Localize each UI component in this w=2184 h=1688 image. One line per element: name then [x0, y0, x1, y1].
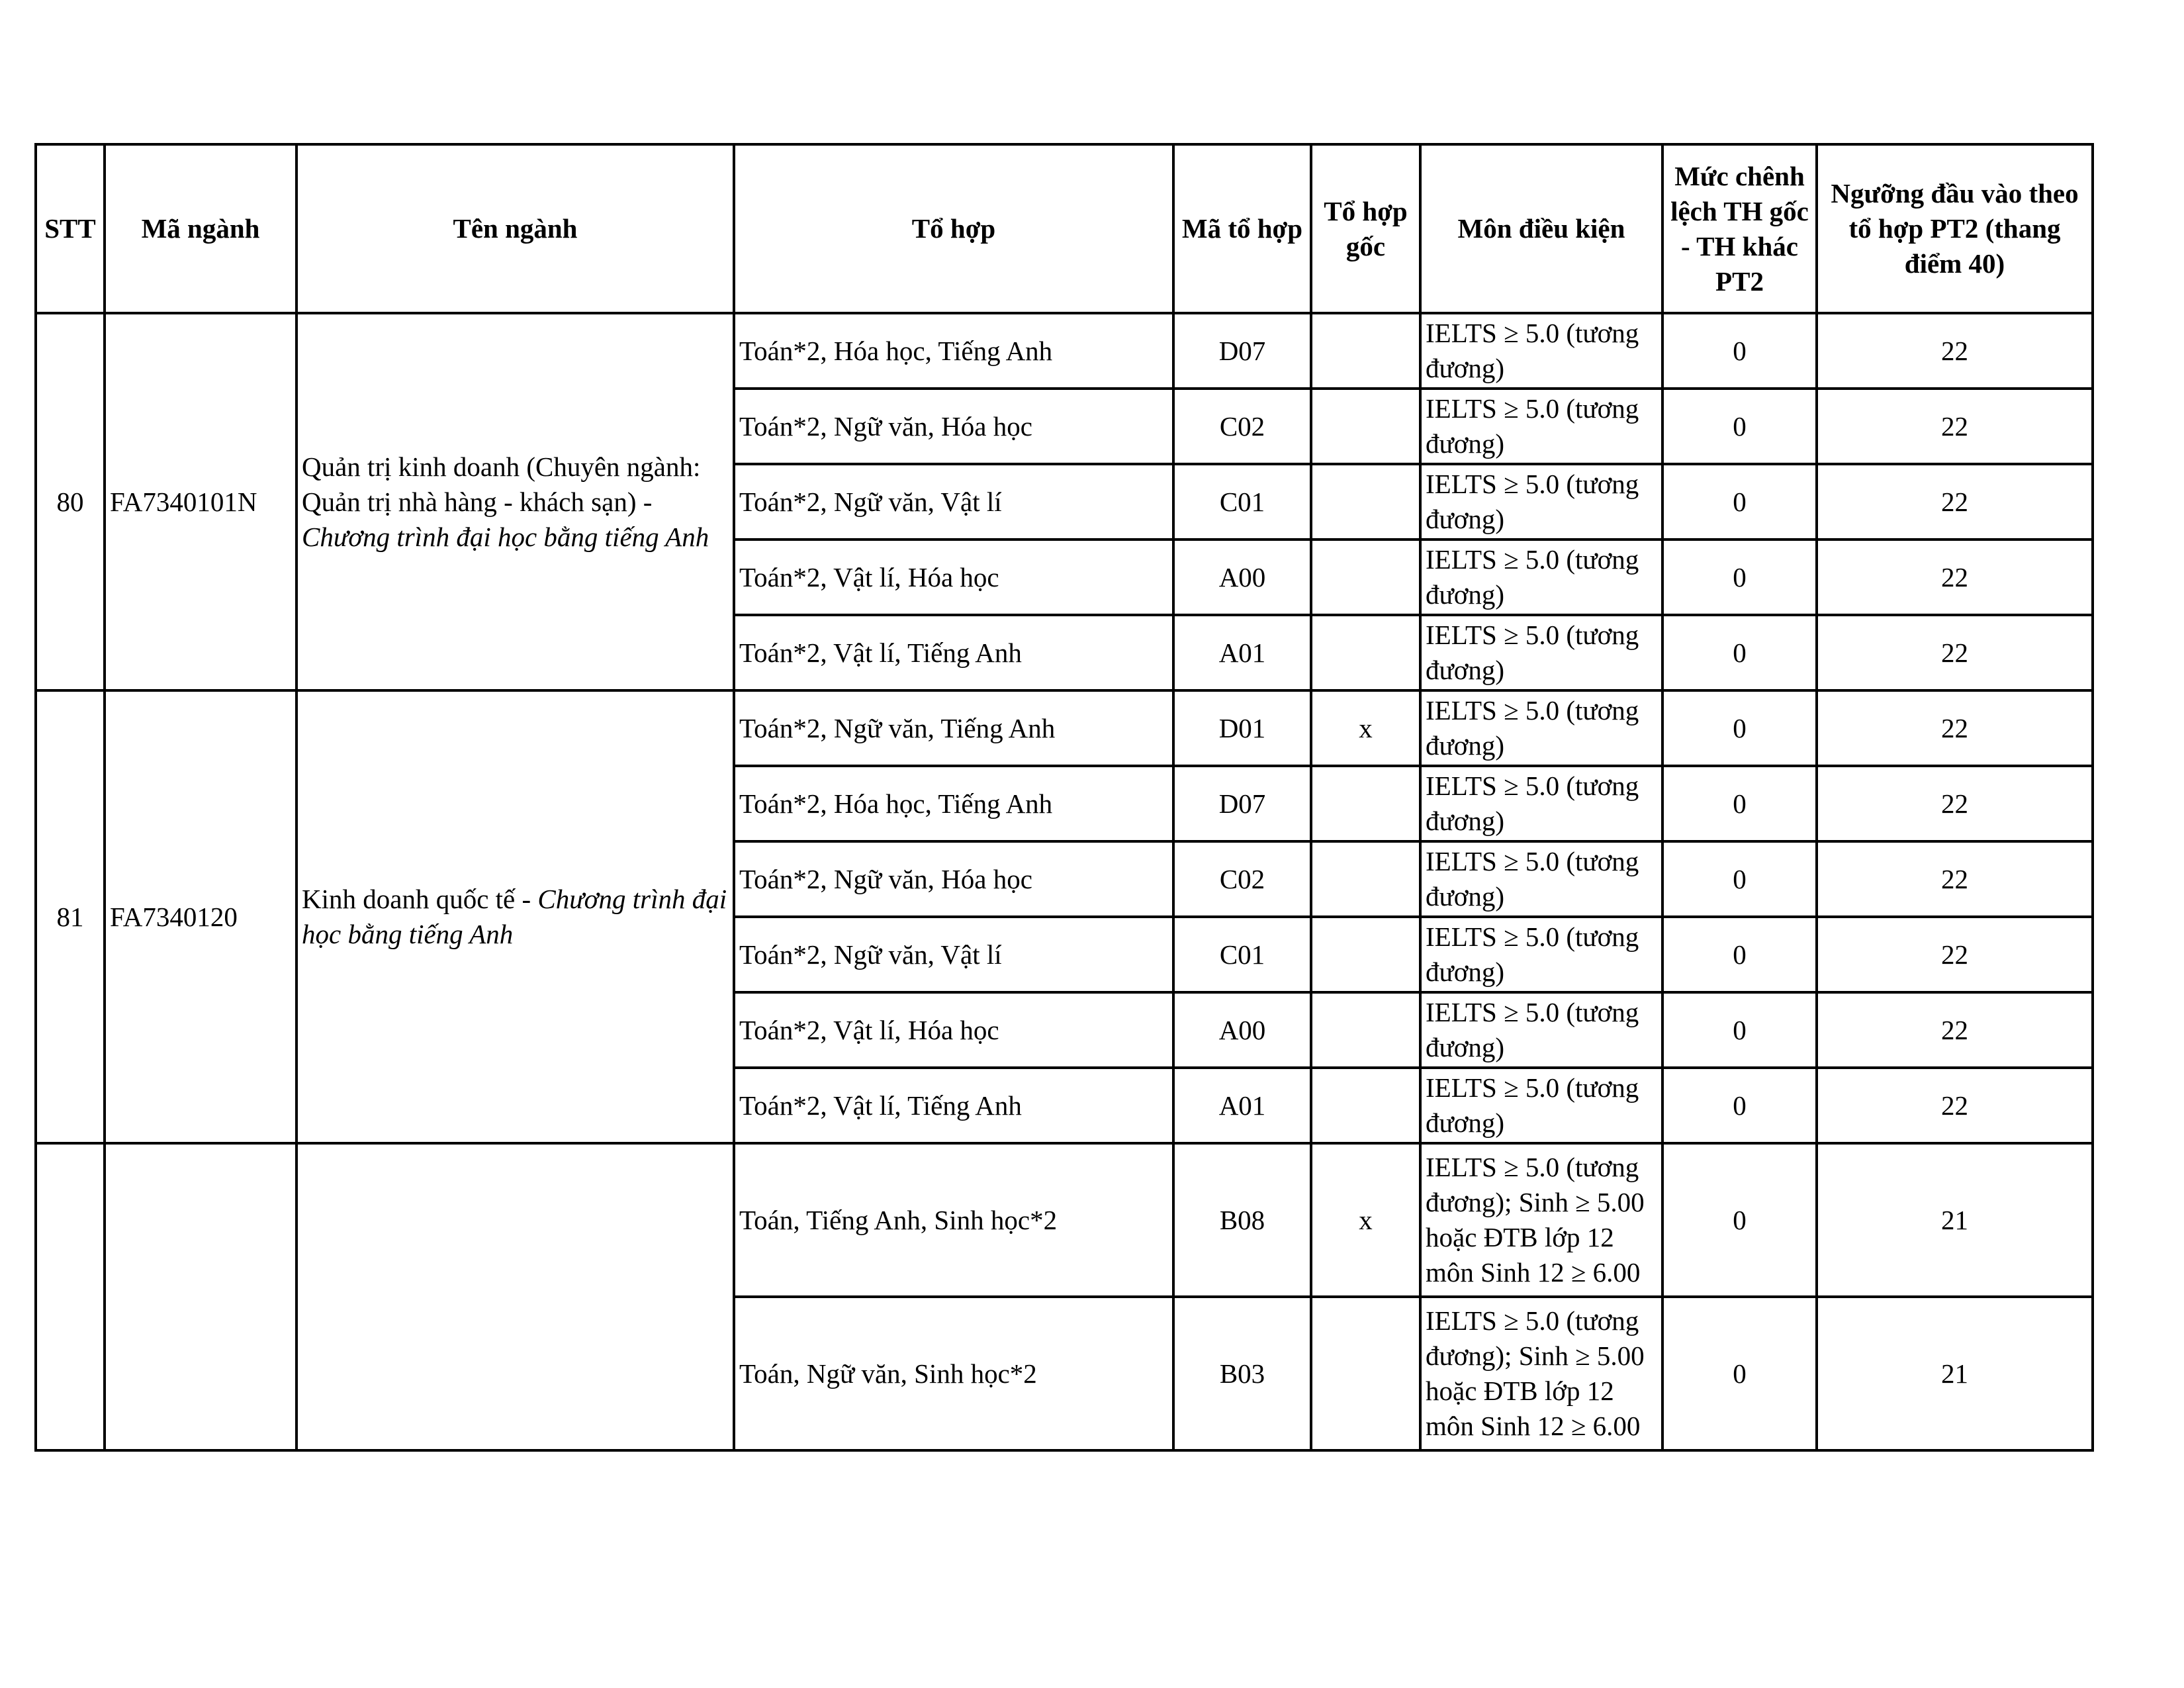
- cell-stt: 81: [36, 690, 105, 1143]
- cell-nguong: 22: [1817, 389, 2093, 464]
- cell-ma-to-hop: A01: [1173, 615, 1311, 690]
- cell-muc-chenh-lech: 0: [1662, 1297, 1817, 1450]
- header-ma-to-hop: Mã tổ hợp: [1173, 144, 1311, 313]
- header-to-hop-goc: Tổ hợp gốc: [1311, 144, 1420, 313]
- cell-nguong: 22: [1817, 539, 2093, 615]
- cell-ma-nganh: FA7340120: [105, 690, 296, 1143]
- cell-to-hop: Toán*2, Ngữ văn, Tiếng Anh: [734, 690, 1173, 766]
- table-row: [36, 313, 2093, 389]
- cell-to-hop: Toán*2, Hóa học, Tiếng Anh: [734, 313, 1173, 389]
- cell-to-hop-goc: [1311, 841, 1420, 917]
- cell-nguong: 22: [1817, 464, 2093, 539]
- cell-ten-nganh: [296, 313, 734, 690]
- cell-nguong: 21: [1817, 1297, 2093, 1450]
- cell-mon-dieu-kien: IELTS ≥ 5.0 (tương đương): [1420, 917, 1662, 992]
- cell-ma-to-hop: A00: [1173, 539, 1311, 615]
- cell-muc-chenh-lech: 0: [1662, 1068, 1817, 1143]
- cell-ma-to-hop: C02: [1173, 389, 1311, 464]
- header-mon-dieu-kien: Môn điều kiện: [1420, 144, 1662, 313]
- program-name-italic: Chương trình đại học bằng tiếng Anh: [302, 884, 727, 949]
- cell-nguong: 22: [1817, 766, 2093, 841]
- cell-mon-dieu-kien: IELTS ≥ 5.0 (tương đương): [1420, 313, 1662, 389]
- cell-muc-chenh-lech: 0: [1662, 766, 1817, 841]
- cell-ma-to-hop: C01: [1173, 917, 1311, 992]
- cell-mon-dieu-kien: IELTS ≥ 5.0 (tương đương); Sinh ≥ 5.00 hoặc ĐTB lớp 12 môn Sinh 12 ≥ 6.00: [1420, 1297, 1662, 1450]
- cell-to-hop-goc: [1311, 1297, 1420, 1450]
- header-to-hop: Tổ hợp: [734, 144, 1173, 313]
- cell-muc-chenh-lech: 0: [1662, 464, 1817, 539]
- cell-to-hop-goc: [1311, 1068, 1420, 1143]
- header-ten-nganh: Tên ngành: [296, 144, 734, 313]
- header-row: [36, 144, 2093, 313]
- cell-nguong: 22: [1817, 313, 2093, 389]
- cell-to-hop: Toán*2, Ngữ văn, Vật lí: [734, 464, 1173, 539]
- cell-muc-chenh-lech: 0: [1662, 389, 1817, 464]
- cell-to-hop: Toán, Tiếng Anh, Sinh học*2: [734, 1143, 1173, 1297]
- cell-to-hop-goc: [1311, 766, 1420, 841]
- admission-table: [34, 143, 2094, 1452]
- cell-ma-nganh: [105, 1143, 296, 1450]
- cell-ma-to-hop: D01: [1173, 690, 1311, 766]
- cell-to-hop: Toán*2, Ngữ văn, Vật lí: [734, 917, 1173, 992]
- cell-ma-to-hop: A00: [1173, 992, 1311, 1068]
- cell-ten-nganh: [296, 1143, 734, 1450]
- cell-to-hop-goc: [1311, 389, 1420, 464]
- cell-stt: 80: [36, 313, 105, 690]
- cell-to-hop-goc: x: [1311, 690, 1420, 766]
- cell-mon-dieu-kien: IELTS ≥ 5.0 (tương đương): [1420, 539, 1662, 615]
- cell-to-hop: Toán*2, Vật lí, Tiếng Anh: [734, 615, 1173, 690]
- cell-ma-to-hop: C01: [1173, 464, 1311, 539]
- cell-nguong: 22: [1817, 917, 2093, 992]
- program-name-italic: Chương trình đại học bằng tiếng Anh: [302, 521, 709, 552]
- cell-nguong: 21: [1817, 1143, 2093, 1297]
- cell-to-hop-goc: [1311, 539, 1420, 615]
- cell-to-hop-goc: [1311, 313, 1420, 389]
- cell-muc-chenh-lech: 0: [1662, 690, 1817, 766]
- cell-to-hop-goc: [1311, 464, 1420, 539]
- cell-nguong: 22: [1817, 841, 2093, 917]
- program-name: Kinh doanh quốc tế -: [302, 884, 538, 914]
- table-row: [36, 1143, 2093, 1297]
- cell-ma-nganh: FA7340101N: [105, 313, 296, 690]
- cell-to-hop-goc: x: [1311, 1143, 1420, 1297]
- cell-stt: [36, 1143, 105, 1450]
- cell-to-hop: Toán*2, Ngữ văn, Hóa học: [734, 389, 1173, 464]
- cell-ma-to-hop: A01: [1173, 1068, 1311, 1143]
- cell-to-hop: Toán*2, Ngữ văn, Hóa học: [734, 841, 1173, 917]
- header-ma-nganh: Mã ngành: [105, 144, 296, 313]
- cell-mon-dieu-kien: IELTS ≥ 5.0 (tương đương): [1420, 766, 1662, 841]
- cell-to-hop: Toán, Ngữ văn, Sinh học*2: [734, 1297, 1173, 1450]
- header-nguong: Ngưỡng đầu vào theo tổ hợp PT2 (thang điểm 40): [1817, 144, 2093, 313]
- cell-ten-nganh: [296, 690, 734, 1143]
- program-name: Quản trị kinh doanh (Chuyên ngành: Quản trị nhà hàng - khách sạn) -: [302, 451, 701, 517]
- cell-nguong: 22: [1817, 992, 2093, 1068]
- cell-muc-chenh-lech: 0: [1662, 1143, 1817, 1297]
- cell-mon-dieu-kien: IELTS ≥ 5.0 (tương đương): [1420, 389, 1662, 464]
- cell-to-hop: Toán*2, Vật lí, Hóa học: [734, 992, 1173, 1068]
- cell-to-hop-goc: [1311, 917, 1420, 992]
- cell-mon-dieu-kien: IELTS ≥ 5.0 (tương đương): [1420, 1068, 1662, 1143]
- cell-mon-dieu-kien: IELTS ≥ 5.0 (tương đương): [1420, 992, 1662, 1068]
- cell-mon-dieu-kien: IELTS ≥ 5.0 (tương đương): [1420, 615, 1662, 690]
- cell-mon-dieu-kien: IELTS ≥ 5.0 (tương đương): [1420, 464, 1662, 539]
- header-stt: STT: [36, 144, 105, 313]
- cell-to-hop: Toán*2, Vật lí, Tiếng Anh: [734, 1068, 1173, 1143]
- cell-muc-chenh-lech: 0: [1662, 841, 1817, 917]
- cell-mon-dieu-kien: IELTS ≥ 5.0 (tương đương): [1420, 690, 1662, 766]
- cell-to-hop: Toán*2, Hóa học, Tiếng Anh: [734, 766, 1173, 841]
- cell-muc-chenh-lech: 0: [1662, 917, 1817, 992]
- cell-nguong: 22: [1817, 615, 2093, 690]
- cell-ma-to-hop: B08: [1173, 1143, 1311, 1297]
- header-muc-chenh-lech: Mức chênh lệch TH gốc - TH khác PT2: [1662, 144, 1817, 313]
- cell-ma-to-hop: D07: [1173, 313, 1311, 389]
- cell-ma-to-hop: B03: [1173, 1297, 1311, 1450]
- table-row: [36, 690, 2093, 766]
- cell-ma-to-hop: C02: [1173, 841, 1311, 917]
- cell-nguong: 22: [1817, 690, 2093, 766]
- cell-muc-chenh-lech: 0: [1662, 992, 1817, 1068]
- cell-muc-chenh-lech: 0: [1662, 615, 1817, 690]
- cell-muc-chenh-lech: 0: [1662, 313, 1817, 389]
- cell-nguong: 22: [1817, 1068, 2093, 1143]
- cell-muc-chenh-lech: 0: [1662, 539, 1817, 615]
- table-body: [36, 313, 2093, 1450]
- cell-to-hop-goc: [1311, 992, 1420, 1068]
- cell-to-hop-goc: [1311, 615, 1420, 690]
- cell-mon-dieu-kien: IELTS ≥ 5.0 (tương đương); Sinh ≥ 5.00 hoặc ĐTB lớp 12 môn Sinh 12 ≥ 6.00: [1420, 1143, 1662, 1297]
- cell-to-hop: Toán*2, Vật lí, Hóa học: [734, 539, 1173, 615]
- cell-ma-to-hop: D07: [1173, 766, 1311, 841]
- cell-mon-dieu-kien: IELTS ≥ 5.0 (tương đương): [1420, 841, 1662, 917]
